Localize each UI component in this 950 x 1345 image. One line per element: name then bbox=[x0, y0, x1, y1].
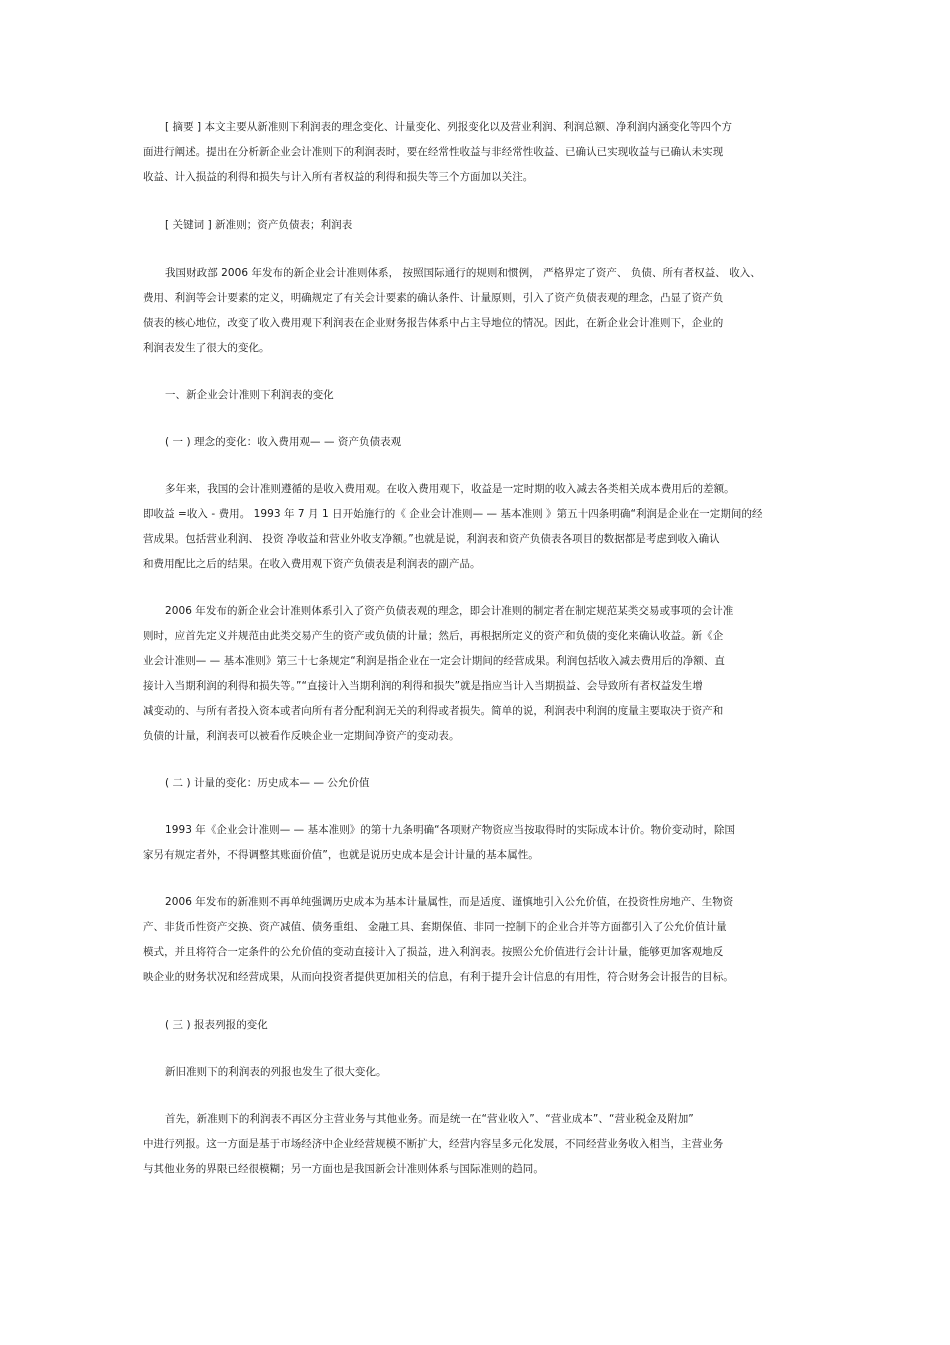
section-heading-1: 一、新企业会计准则下利润表的变化 bbox=[165, 389, 334, 401]
intro-line-1: 我国财政部 2006 年发布的新企业会计准则体系， 按照国际通行的规则和惯例， 严格界定了资产、 负债、所有者权益、 收入、 bbox=[165, 267, 761, 279]
abstract-line-3: 收益、计入损益的利得和损失与计入所有者权益的利得和损失等三个方面加以关注。 bbox=[143, 171, 534, 183]
para2-line-1: 2006 年发布的新企业会计准则体系引入了资产负债表观的理念，即会计准则的制定者在制定规范某类交易或事项的会计准 bbox=[165, 605, 734, 617]
para4-line-3: 模式，并且将符合一定条件的公允价值的变动直接计入了损益，进入利润表。按照公允价值进行会计计量，能够更加客观地反 bbox=[143, 946, 724, 958]
para4-line-2: 产、非货币性资产交换、资产减值、债务重组、 金融工具、套期保值、非同一控制下的企业合并等方面都引入了公允价值计量 bbox=[143, 921, 727, 933]
abstract-line-1: [ 摘要 ] 本文主要从新准则下利润表的理念变化、计量变化、列报变化以及营业利润、利润总额、净利润内涵变化等四个方 bbox=[165, 121, 733, 133]
para5-line-1: 新旧准则下的利润表的列报也发生了很大变化。 bbox=[165, 1066, 387, 1078]
abstract-line-2: 面进行阐述。提出在分析新企业会计准则下的利润表时，要在经常性收益与非经常性收益、已确认已实现收益与已确认未实现 bbox=[143, 146, 724, 158]
keywords-line: [ 关键词 ] 新准则；资产负债表；利润表 bbox=[165, 219, 353, 231]
para2-line-3: 业会计准则— — 基本准则》第三十七条规定“利润是指企业在一定会计期间的经营成果。利润包括收入减去费用后的净额、直 bbox=[143, 655, 725, 667]
para2-line-5: 减变动的、与所有者投入资本或者向所有者分配利润无关的利得或者损失。简单的说，利润表中利润的度量主要取决于资产和 bbox=[143, 705, 724, 717]
para4-line-1: 2006 年发布的新准则不再单纯强调历史成本为基本计量属性，而是适度、谨慎地引入公允价值，在投资性房地产、生物资 bbox=[165, 896, 734, 908]
para1-line-1: 多年来，我国的会计准则遵循的是收入费用观。在收入费用观下，收益是一定时期的收入减去各类相关成本费用后的差额。 bbox=[165, 483, 735, 495]
para2-line-6: 负债的计量，利润表可以被看作反映企业一定期间净资产的变动表。 bbox=[143, 730, 460, 742]
para2-line-4: 接计入当期利润的利得和损失等。”“直接计入当期利润的利得和损失”就是指应当计入当期损益、会导致所有者权益发生增 bbox=[143, 680, 703, 692]
subsection-heading-1: ( 一 ) 理念的变化：收入费用观— — 资产负债表观 bbox=[165, 436, 402, 448]
para3-line-1: 1993 年《企业会计准则— — 基本准则》的第十九条明确“各项财产物资应当按取得时的实际成本计价。物价变动时，除国 bbox=[165, 824, 736, 836]
para1-line-3: 营成果。包括营业利润、 投资 净收益和营业外收支净额。”也就是说，利润表和资产负债表各项目的数据都是考虑到收入确认 bbox=[143, 533, 720, 545]
subsection-heading-3: ( 三 ) 报表列报的变化 bbox=[165, 1019, 268, 1031]
para4-line-4: 映企业的财务状况和经营成果，从而向投资者提供更加相关的信息，有利于提升会计信息的有用性，符合财务会计报告的目标。 bbox=[143, 971, 734, 983]
para3-line-2: 家另有规定者外，不得调整其账面价值”，也就是说历史成本是会计计量的基本属性。 bbox=[143, 849, 539, 861]
para6-line-1: 首先，新准则下的利润表不再区分主营业务与其他业务。而是统一在“营业收入”、“营业成本”、“营业税金及附加” bbox=[165, 1113, 694, 1125]
intro-line-2: 费用、利润等会计要素的定义，明确规定了有关会计要素的确认条件、计量原则，引入了资产负债表观的理念，凸显了资产负 bbox=[143, 292, 724, 304]
para1-line-4: 和费用配比之后的结果。在收入费用观下资产负债表是利润表的副产品。 bbox=[143, 558, 481, 570]
subsection-heading-2: ( 二 ) 计量的变化：历史成本— — 公允价值 bbox=[165, 777, 370, 789]
intro-line-3: 债表的核心地位，改变了收入费用观下利润表在企业财务报告体系中占主导地位的情况。因此，在新企业会计准则下，企业的 bbox=[143, 317, 724, 329]
para2-line-2: 则时，应首先定义并规范由此类交易产生的资产或负债的计量；然后，再根据所定义的资产和负债的变化来确认收益。新《企 bbox=[143, 630, 724, 642]
para1-line-2: 即收益 =收入 - 费用。 1993 年 7 月 1 日开始施行的《 企业会计准则— — 基本准则 》第五十四条明确“利润是企业在一定期间的经 bbox=[143, 508, 763, 520]
para6-line-3: 与其他业务的界限已经很模糊；另一方面也是我国新会计准则体系与国际准则的趋同。 bbox=[143, 1163, 544, 1175]
intro-line-4: 利润表发生了很大的变化。 bbox=[143, 342, 270, 354]
para6-line-2: 中进行列报。这一方面是基于市场经济中企业经营规模不断扩大，经营内容呈多元化发展，不同经营业务收入相当，主营业务 bbox=[143, 1138, 724, 1150]
